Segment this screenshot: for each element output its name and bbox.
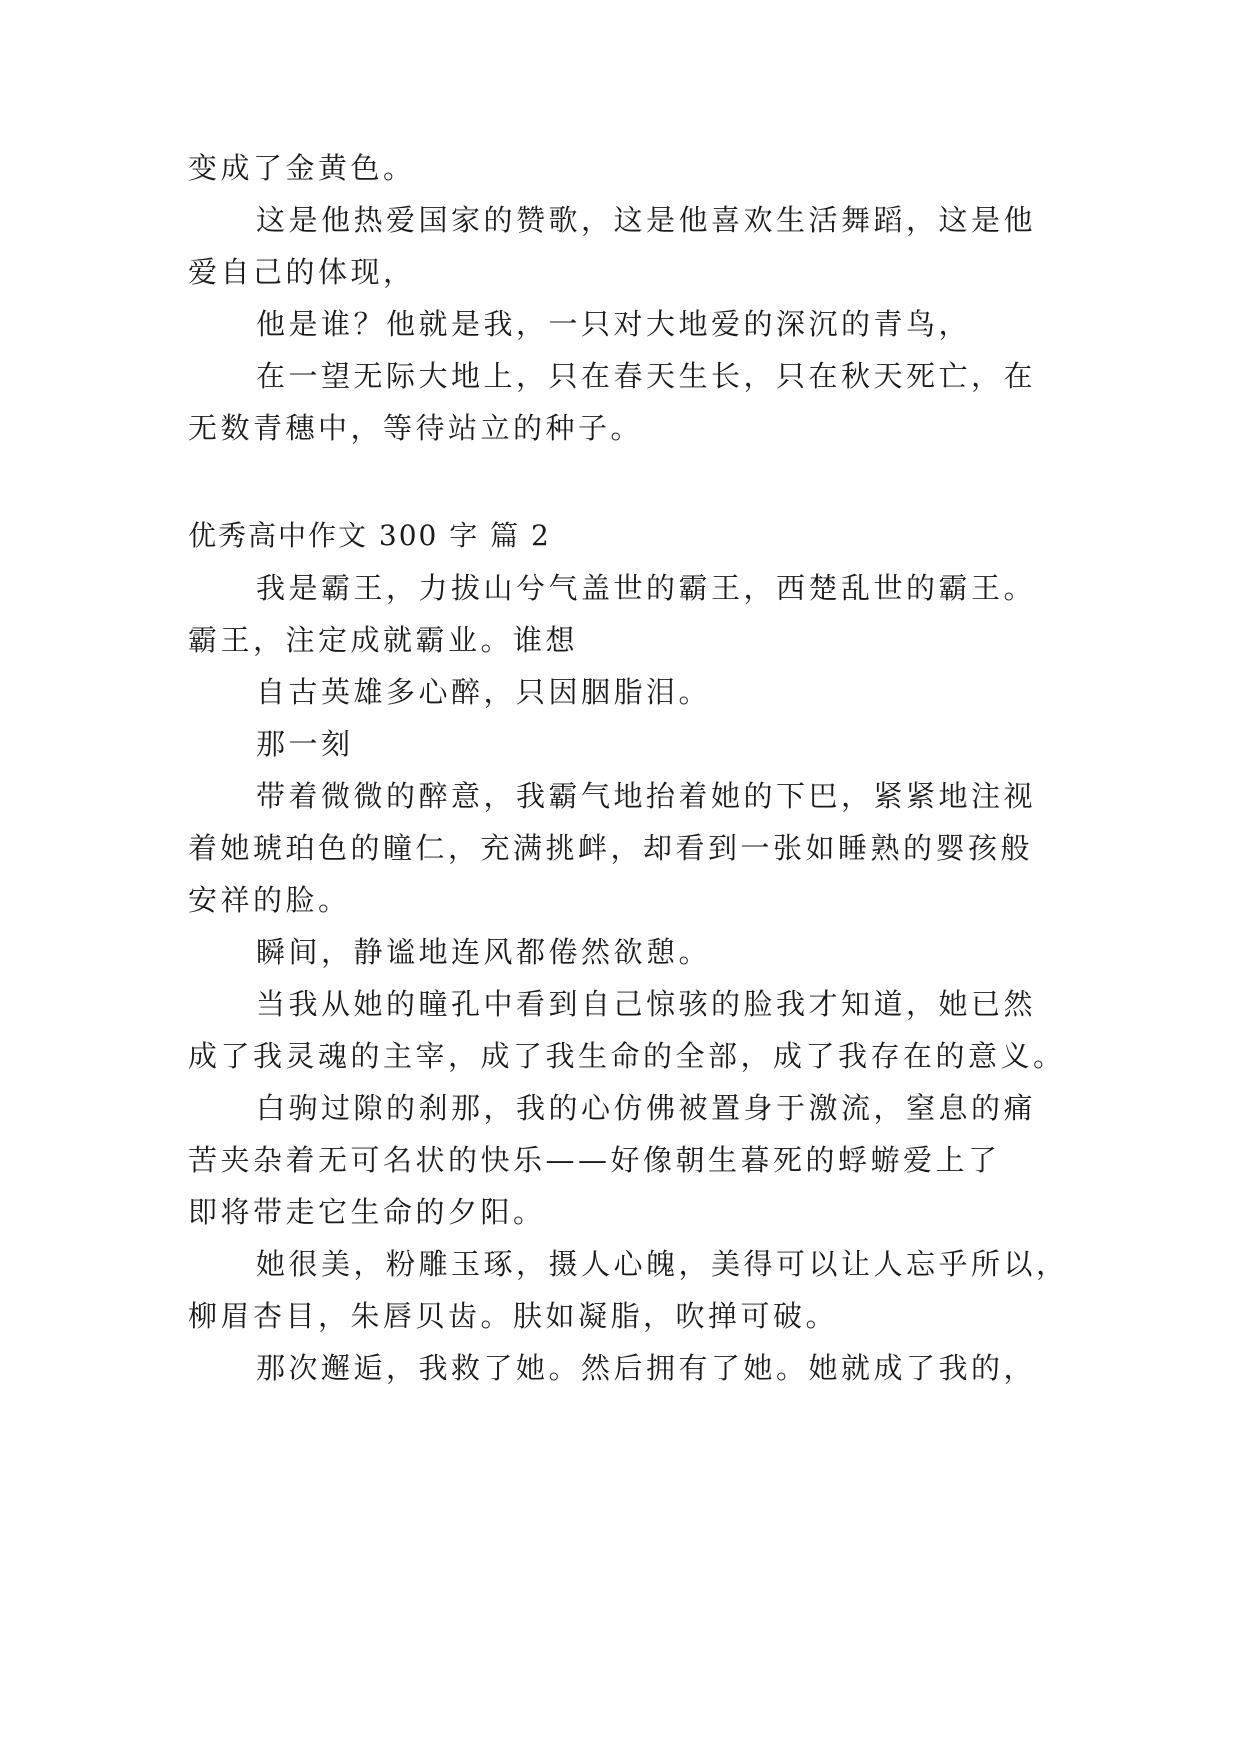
paragraph-line: 柳眉杏目，朱唇贝齿。肤如凝脂，吹掸可破。 (188, 1299, 839, 1333)
paragraph-line: 他是谁？他就是我，一只对大地爱的深沉的青鸟， (256, 307, 972, 341)
paragraph-line: 她很美，粉雕玉琢，摄人心魄，美得可以让人忘乎所以， (256, 1247, 1069, 1281)
paragraph-line: 那一刻 (256, 727, 354, 761)
paragraph-line: 爱自己的体现， (188, 255, 416, 289)
paragraph-line: 无数青穗中，等待站立的种子。 (188, 411, 644, 445)
paragraph-line: 瞬间，静谧地连风都倦然欲憩。 (256, 935, 712, 969)
paragraph-line: 成了我灵魂的主宰，成了我生命的全部，成了我存在的意义。 (188, 1039, 1066, 1073)
paragraph-line: 我是霸王，力拔山兮气盖世的霸王，西楚乱世的霸王。 (256, 571, 1037, 605)
paragraph-line: 在一望无际大地上，只在春天生长，只在秋天死亡，在 (256, 359, 1037, 393)
paragraph-line: 霸王，注定成就霸业。谁想 (188, 623, 579, 657)
paragraph-line: 带着微微的醉意，我霸气地抬着她的下巴，紧紧地注视 (256, 779, 1037, 813)
paragraph-line: 变成了金黄色。 (188, 151, 416, 185)
section-heading: 优秀高中作文 300 字 篇 2 (188, 519, 551, 552)
paragraph-line: 即将带走它生命的夕阳。 (188, 1195, 546, 1229)
paragraph-line: 苦夹杂着无可名状的快乐——好像朝生暮死的蜉蝣爱上了 (188, 1143, 1001, 1177)
paragraph-line: 白驹过隙的刹那，我的心仿佛被置身于激流，窒息的痛 (256, 1091, 1037, 1125)
paragraph-line: 自古英雄多心醉，只因胭脂泪。 (256, 675, 712, 709)
paragraph-line: 当我从她的瞳孔中看到自己惊骇的脸我才知道，她已然 (256, 987, 1037, 1021)
paragraph-line: 安祥的脸。 (188, 883, 351, 917)
paragraph-line: 这是他热爱国家的赞歌，这是他喜欢生活舞蹈，这是他 (256, 203, 1037, 237)
paragraph-line: 着她琥珀色的瞳仁，充满挑衅，却看到一张如睡熟的婴孩般 (188, 831, 1034, 865)
paragraph-line: 那次邂逅，我救了她。然后拥有了她。她就成了我的， (256, 1351, 1037, 1385)
